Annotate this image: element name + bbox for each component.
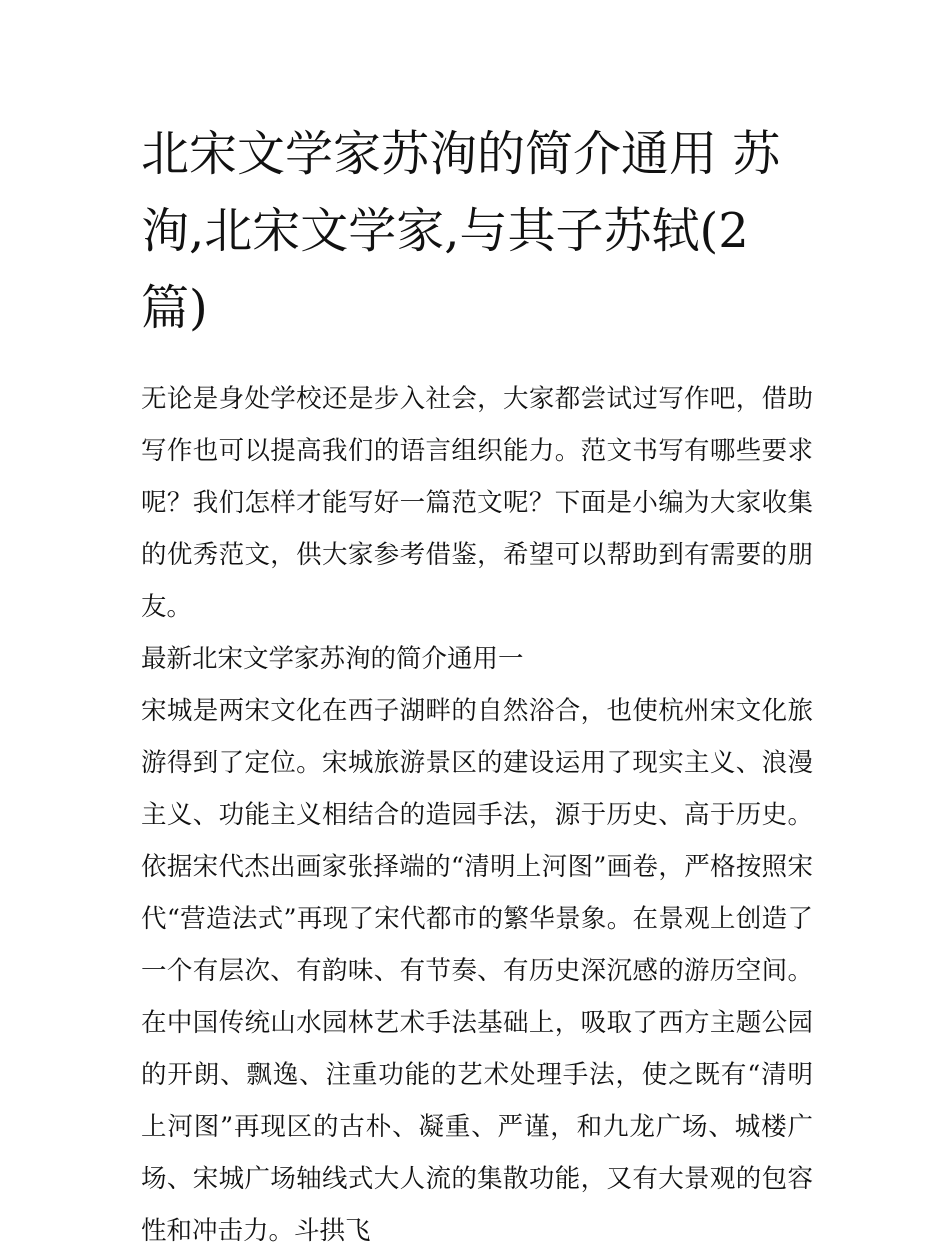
document-body bbox=[141, 373, 813, 1257]
document-title: 北宋文学家苏洵的简介通用 苏洵,北宋文学家,与其子苏轼(2篇) bbox=[141, 126, 781, 336]
document-page bbox=[141, 116, 813, 1257]
intro-paragraph: 无论是身处学校还是步入社会，大家都尝试过写作吧，借助写作也可以提高我们的语言组织能力。范文书写有哪些要求呢？我们怎样才能写好一篇范文呢？下面是小编为大家收集的优秀范文，供大家参考借鉴，希望可以帮助到有需要的朋友。 bbox=[141, 384, 813, 622]
section-heading: 最新北宋文学家苏洵的简介通用一 bbox=[141, 644, 524, 674]
section-paragraph: 宋城是两宋文化在西子湖畔的自然浴合，也使杭州宋文化旅游得到了定位。宋城旅游景区的建设运用了现实主义、浪漫主义、功能主义相结合的造园手法，源于历史、高于历史。依据宋代杰出画家张择端的“清明上河图”画卷，严格按照宋代“营造法式”再现了宋代都市的繁华景象。在景观上创造了一个有层次、有韵味、有节奏、有历史深沉感的游历空间。在中国传统山水园林艺术手法基础上，吸取了西方主题公园的开朗、飘逸、注重功能的艺术处理手法，使之既有“清明上河图”再现区的古朴、凝重、严谨，和九龙广场、城楼广场、宋城广场轴线式大人流的集散功能，又有大景观的包容性和冲击力。斗拱飞 bbox=[141, 696, 813, 1246]
